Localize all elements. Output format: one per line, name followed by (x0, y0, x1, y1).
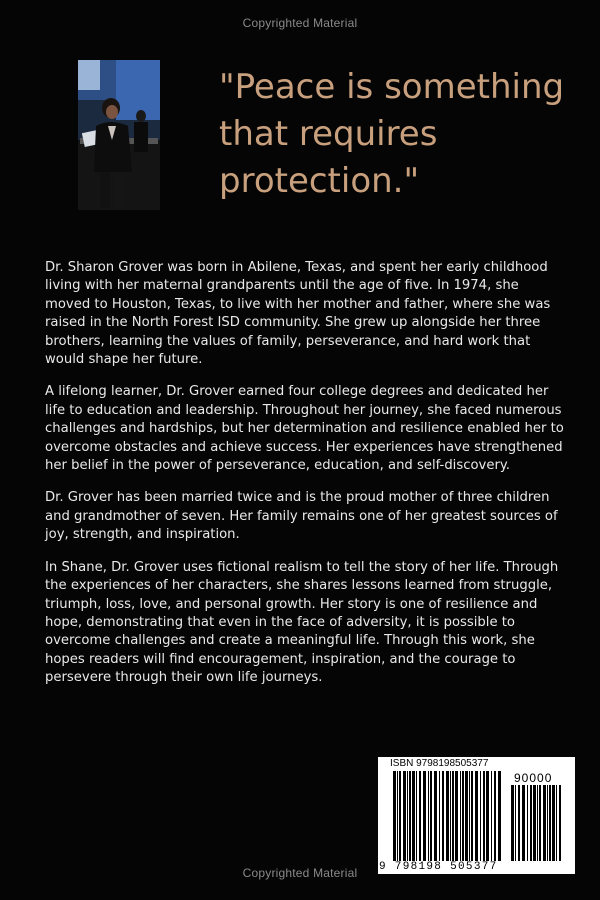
isbn-label: ISBN 9798198505377 (390, 758, 489, 769)
bio-paragraph: Dr. Sharon Grover was born in Abilene, Texas, and spent her early childhood living with her maternal grandparents until the age of five. In 1974, she moved to Houston, Texas, to live with her mother and father, where she was raised in the North Forest ISD community. She grew up alongside her three brothers, learning the values of family, perseverance, and hard work that would shape her future. (45, 260, 551, 368)
copyright-watermark-bottom: Copyrighted Material (242, 866, 358, 880)
pull-quote: "Peace is something that requires protection." (219, 67, 565, 201)
barcode-addon-bars (511, 785, 565, 861)
bio-paragraph: Dr. Grover has been married twice and is the proud mother of three children and grandmother of seven. Her family remains one of her greatest sources of joy, strength, and inspiration. (45, 490, 558, 543)
price-code: 90000 (514, 771, 553, 785)
barcode-main-bars (393, 771, 503, 861)
bio-paragraph: A lifelong learner, Dr. Grover earned four college degrees and dedicated her life to education and leadership. Throughout her journey, she faced numerous challenges and hardships, but her determination and resilience enabled her to overcome obstacles and achieve success. Her experiences have strengthened her belief in the power of perseverance, education, and self-discovery. (45, 384, 564, 474)
barcode-digits: 9 798198 505377 (379, 861, 498, 873)
author-bio (45, 259, 567, 702)
author-photo (78, 60, 160, 210)
isbn-barcode (378, 757, 575, 874)
copyright-watermark-top: Copyrighted Material (242, 16, 358, 30)
bio-paragraph: In Shane, Dr. Grover uses fictional realism to tell the story of her life. Through the experiences of her characters, she shares lessons learned from struggle, triumph, loss, love, and personal growth. Her story is one of resilience and hope, demonstrating that even in the face of adversity, it is possible to overcome challenges and create a meaningful life. Through this work, she hopes readers will find encouragement, inspiration, and the courage to persevere through their own life journeys. (45, 559, 559, 686)
